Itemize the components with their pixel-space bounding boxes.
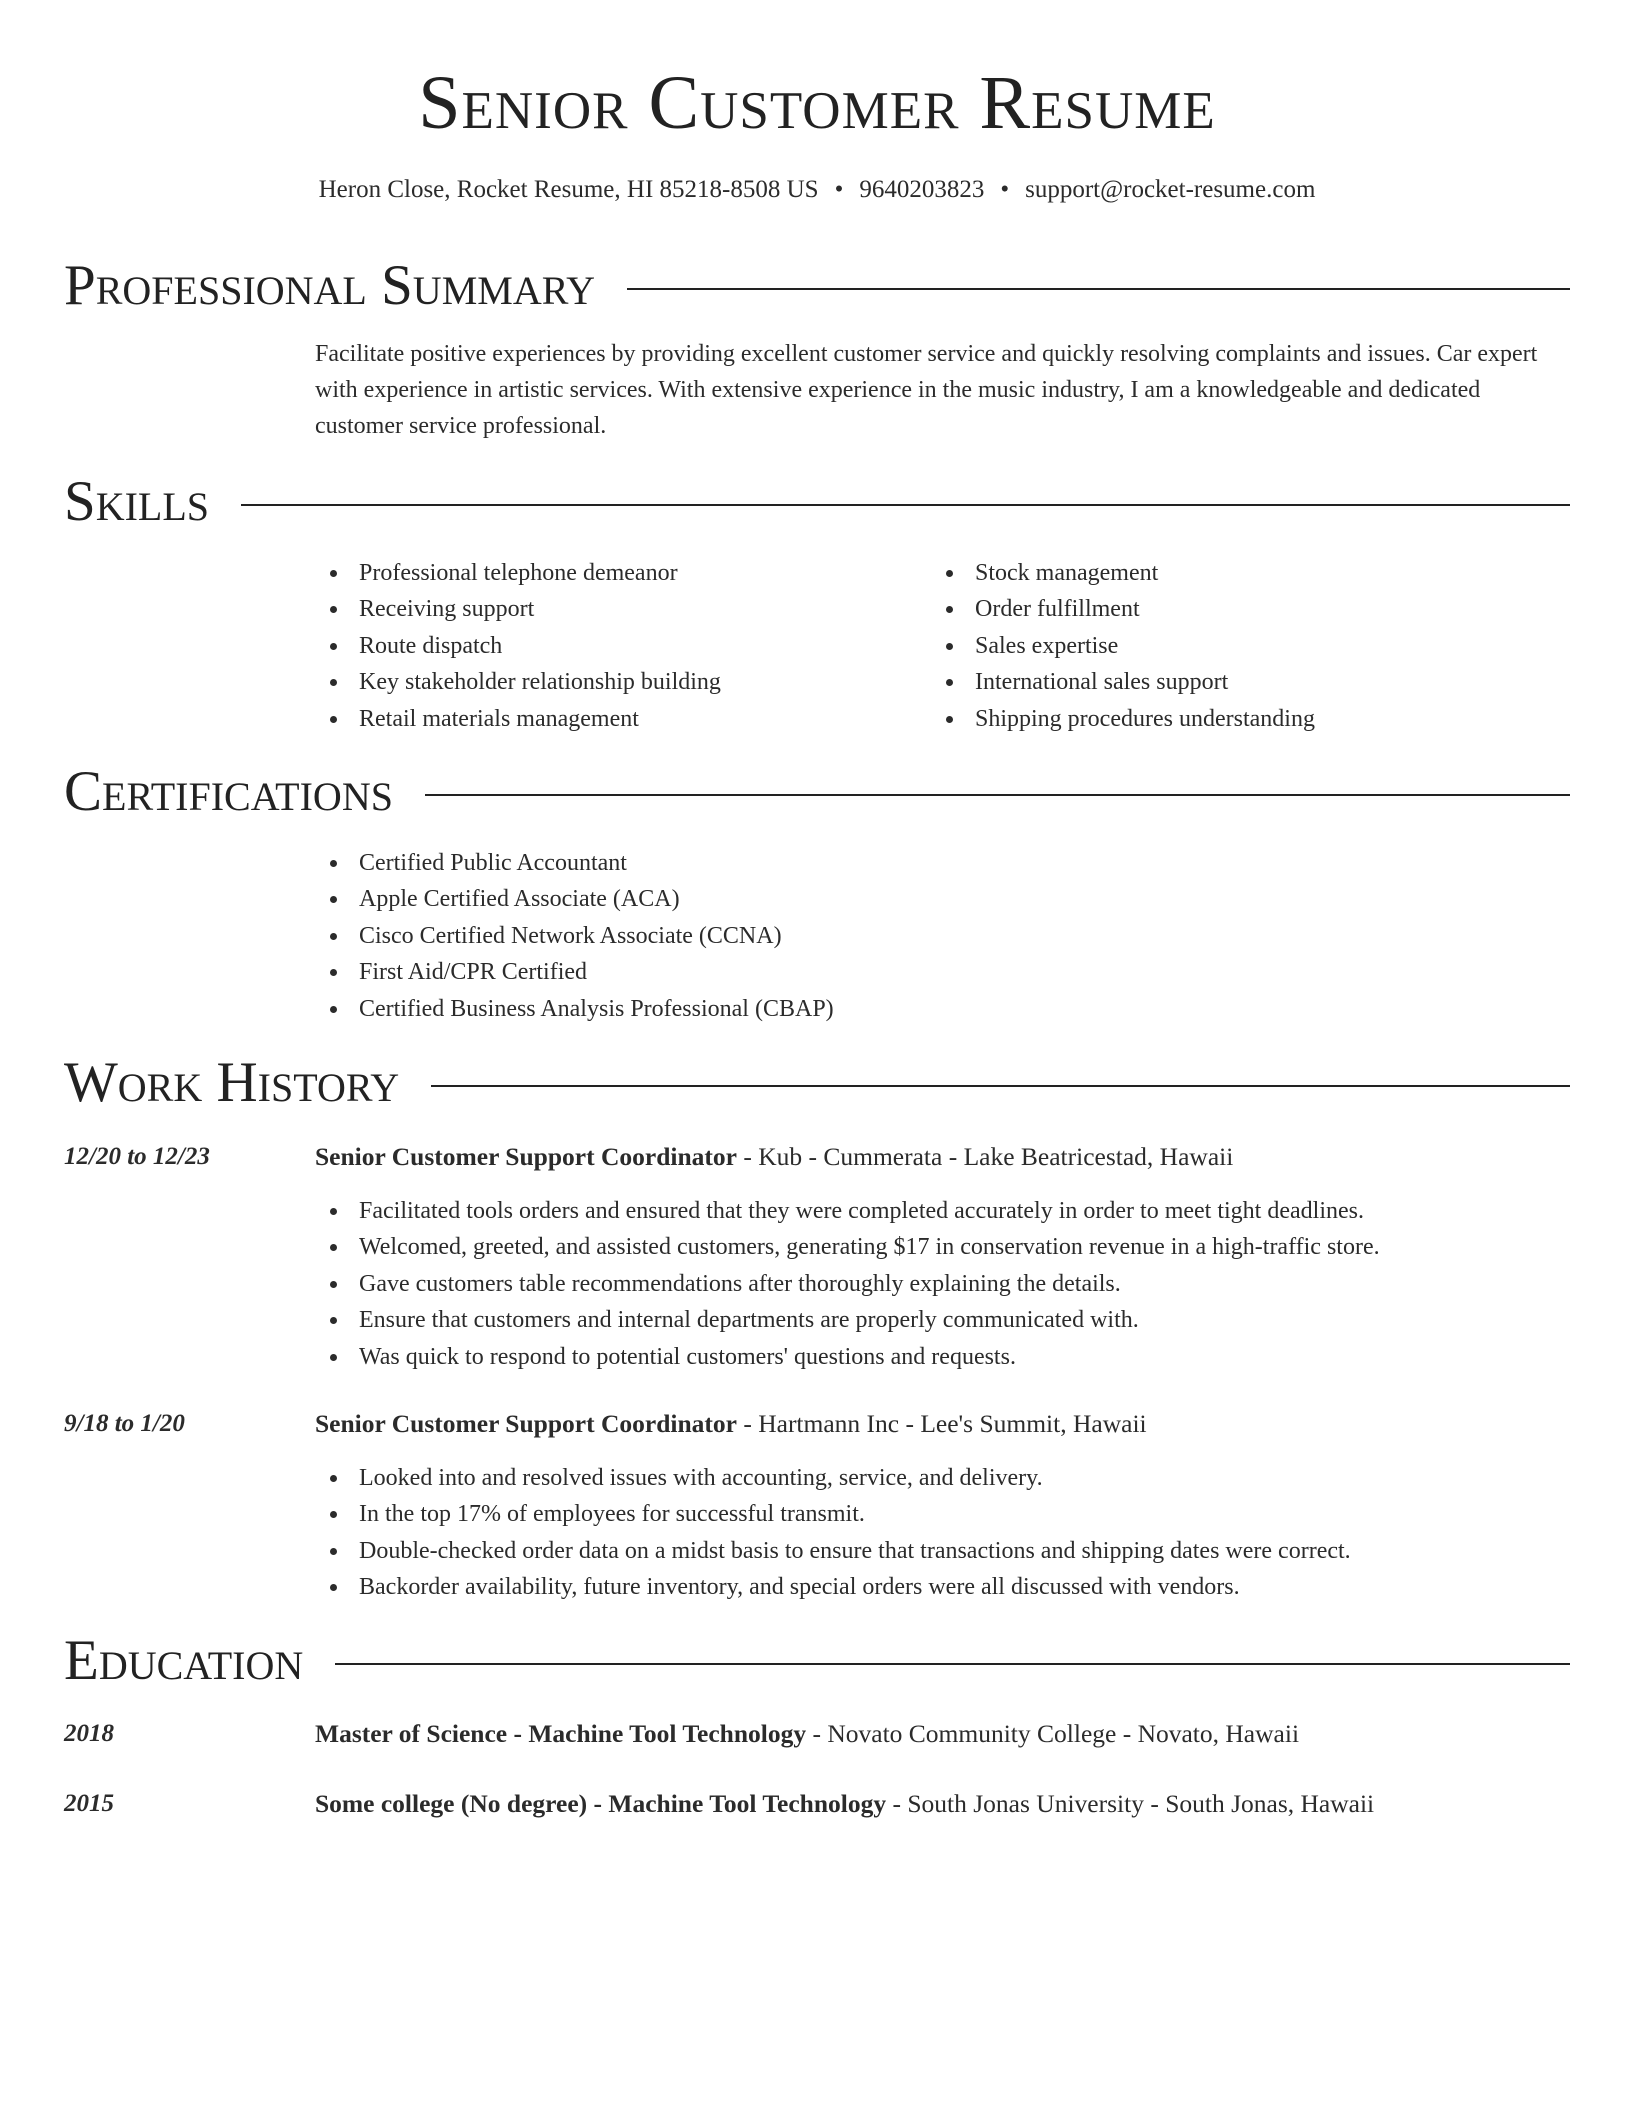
contact-email: support@rocket-resume.com — [1025, 176, 1316, 203]
skills-section-heading — [64, 470, 1570, 534]
bullet-icon — [330, 933, 337, 940]
list-item — [315, 1460, 1570, 1496]
list-item-text: Shipping procedures understanding — [975, 705, 1315, 732]
list-item-text: Cisco Certified Network Associate (CCNA) — [359, 922, 782, 949]
job-title-line — [315, 1407, 1570, 1441]
list-item — [315, 918, 1315, 954]
job-title-line — [315, 1140, 1570, 1174]
bullet-icon — [330, 1006, 337, 1013]
certifications-section-heading — [64, 760, 1570, 824]
list-item — [315, 954, 1315, 990]
bullet-icon — [330, 716, 337, 723]
job-bullets-column — [315, 1193, 1570, 1375]
education-year: 2015 — [64, 1790, 114, 1817]
bullet-icon — [330, 1317, 337, 1324]
job-bullets — [315, 1460, 1570, 1606]
list-item — [315, 881, 1315, 917]
certifications-divider — [425, 794, 1570, 796]
certifications-list — [315, 845, 1315, 1027]
certifications-column — [315, 845, 1315, 1027]
job-bullets — [315, 1193, 1570, 1375]
bullet-icon — [330, 1548, 337, 1555]
list-item — [315, 591, 915, 627]
bullet-icon — [946, 643, 953, 650]
list-item-text: Apple Certified Associate (ACA) — [359, 886, 680, 913]
summary-section-heading — [64, 254, 1570, 318]
list-item — [315, 1496, 1570, 1532]
summary-divider — [627, 288, 1570, 290]
job-bullets-column — [315, 1460, 1570, 1606]
list-item — [315, 555, 915, 591]
skills-heading: Skills — [64, 470, 210, 533]
bullet-icon — [330, 1354, 337, 1361]
bullet-icon — [330, 679, 337, 686]
contact-phone: 9640203823 — [859, 176, 985, 203]
list-item-text: Professional telephone demeanor — [359, 560, 678, 586]
skills-divider — [241, 504, 1570, 506]
skills-list-left — [315, 555, 915, 737]
job-title: Senior Customer Support Coordinator — [315, 1409, 737, 1438]
bullet-icon — [330, 860, 337, 867]
work-divider — [431, 1085, 1570, 1087]
list-item — [315, 1193, 1570, 1229]
contact-address: Heron Close, Rocket Resume, HI 85218-8508 US — [318, 176, 819, 203]
education-section-heading — [64, 1629, 1570, 1693]
skills-left-column — [315, 555, 915, 737]
skills-right-column — [931, 555, 1531, 737]
education-year: 2018 — [64, 1720, 114, 1747]
list-item — [315, 845, 1315, 881]
bullet-icon — [946, 606, 953, 613]
list-item-text: Double-checked order data on a midst basis to ensure that transactions and shipping dates were correct. — [359, 1537, 1351, 1564]
summary-text: Facilitate positive experiences by providing excellent customer service and quickly resolving complaints and issues. Car expert with experience in artistic services. With extensive experience in the music industry, I am a knowledgeable and dedicated customer service professional. — [315, 341, 1538, 439]
education-line — [315, 1787, 1570, 1821]
list-item — [315, 1229, 1570, 1265]
education-degree: Master of Science - Machine Tool Technology — [315, 1719, 807, 1748]
summary-heading: Professional Summary — [64, 254, 596, 317]
education-degree: Some college (No degree) - Machine Tool Technology — [315, 1789, 887, 1818]
work-section-heading — [64, 1051, 1570, 1115]
skills-list-right — [931, 555, 1531, 737]
list-item-text: Was quick to respond to potential customers' questions and requests. — [359, 1343, 1016, 1370]
list-item-text: Certified Business Analysis Professional (CBAP) — [359, 995, 834, 1022]
bullet-icon — [946, 570, 953, 577]
education-heading: Education — [64, 1629, 304, 1692]
resume-title: Senior Customer Resume — [418, 61, 1216, 145]
list-item — [931, 555, 1531, 591]
list-item-text: International sales support — [975, 669, 1229, 696]
list-item-text: Ensure that customers and internal departments are properly communicated with. — [359, 1307, 1139, 1334]
list-item-text: Retail materials management — [359, 705, 639, 732]
list-item — [315, 628, 915, 664]
list-item — [315, 1266, 1570, 1302]
bullet-icon — [946, 716, 953, 723]
bullet-icon — [946, 679, 953, 686]
list-item-text: Looked into and resolved issues with accounting, service, and delivery. — [359, 1465, 1043, 1491]
bullet-icon — [330, 643, 337, 650]
bullet-icon — [330, 896, 337, 903]
list-item-text: Key stakeholder relationship building — [359, 669, 721, 696]
job-details: - Hartmann Inc - Lee's Summit, Hawaii — [736, 1409, 1147, 1438]
job-title: Senior Customer Support Coordinator — [315, 1142, 737, 1171]
list-item — [315, 1339, 1570, 1375]
education-divider — [335, 1663, 1570, 1665]
education-line — [315, 1717, 1570, 1751]
list-item — [931, 591, 1531, 627]
list-item — [931, 664, 1531, 700]
bullet-icon — [330, 969, 337, 976]
list-item — [931, 701, 1531, 737]
bullet-icon — [330, 606, 337, 613]
certifications-heading: Certifications — [64, 760, 393, 823]
contact-separator: • — [1000, 176, 1010, 203]
work-heading: Work History — [64, 1051, 400, 1114]
bullet-icon — [330, 1584, 337, 1591]
job-dates: 12/20 to 12/23 — [64, 1143, 210, 1170]
education-details: - Novato Community College - Novato, Hawaii — [806, 1719, 1300, 1748]
list-item — [315, 991, 1315, 1027]
bullet-icon — [330, 570, 337, 577]
list-item — [315, 1569, 1570, 1605]
list-item-text: Stock management — [975, 560, 1159, 586]
list-item — [315, 701, 915, 737]
list-item — [931, 628, 1531, 664]
list-item-text: Backorder availability, future inventory, and special orders were all discussed with vendors. — [359, 1574, 1240, 1601]
list-item-text: Facilitated tools orders and ensured that they were completed accurately in order to meet tight deadlines. — [359, 1198, 1364, 1224]
list-item — [315, 1302, 1570, 1338]
list-item-text: Gave customers table recommendations after thoroughly explaining the details. — [359, 1270, 1121, 1297]
contact-line — [64, 174, 1570, 206]
education-details: - South Jonas University - South Jonas, Hawaii — [886, 1789, 1375, 1818]
list-item-text: Sales expertise — [975, 632, 1119, 659]
bullet-icon — [330, 1475, 337, 1482]
list-item-text: Receiving support — [359, 596, 535, 623]
list-item-text: Order fulfillment — [975, 596, 1140, 623]
list-item-text: Welcomed, greeted, and assisted customers, generating $17 in conservation revenue in a high-traffic store. — [359, 1234, 1380, 1261]
job-dates: 9/18 to 1/20 — [64, 1410, 185, 1437]
bullet-icon — [330, 1511, 337, 1518]
list-item-text: First Aid/CPR Certified — [359, 959, 588, 986]
bullet-icon — [330, 1281, 337, 1288]
list-item — [315, 664, 915, 700]
bullet-icon — [330, 1208, 337, 1215]
bullet-icon — [330, 1244, 337, 1251]
list-item-text: Route dispatch — [359, 632, 503, 659]
list-item — [315, 1533, 1570, 1569]
job-details: - Kub - Cummerata - Lake Beatricestad, Hawaii — [736, 1142, 1234, 1171]
list-item-text: Certified Public Accountant — [359, 850, 627, 876]
contact-separator: • — [834, 176, 844, 203]
list-item-text: In the top 17% of employees for successful transmit. — [359, 1501, 865, 1528]
